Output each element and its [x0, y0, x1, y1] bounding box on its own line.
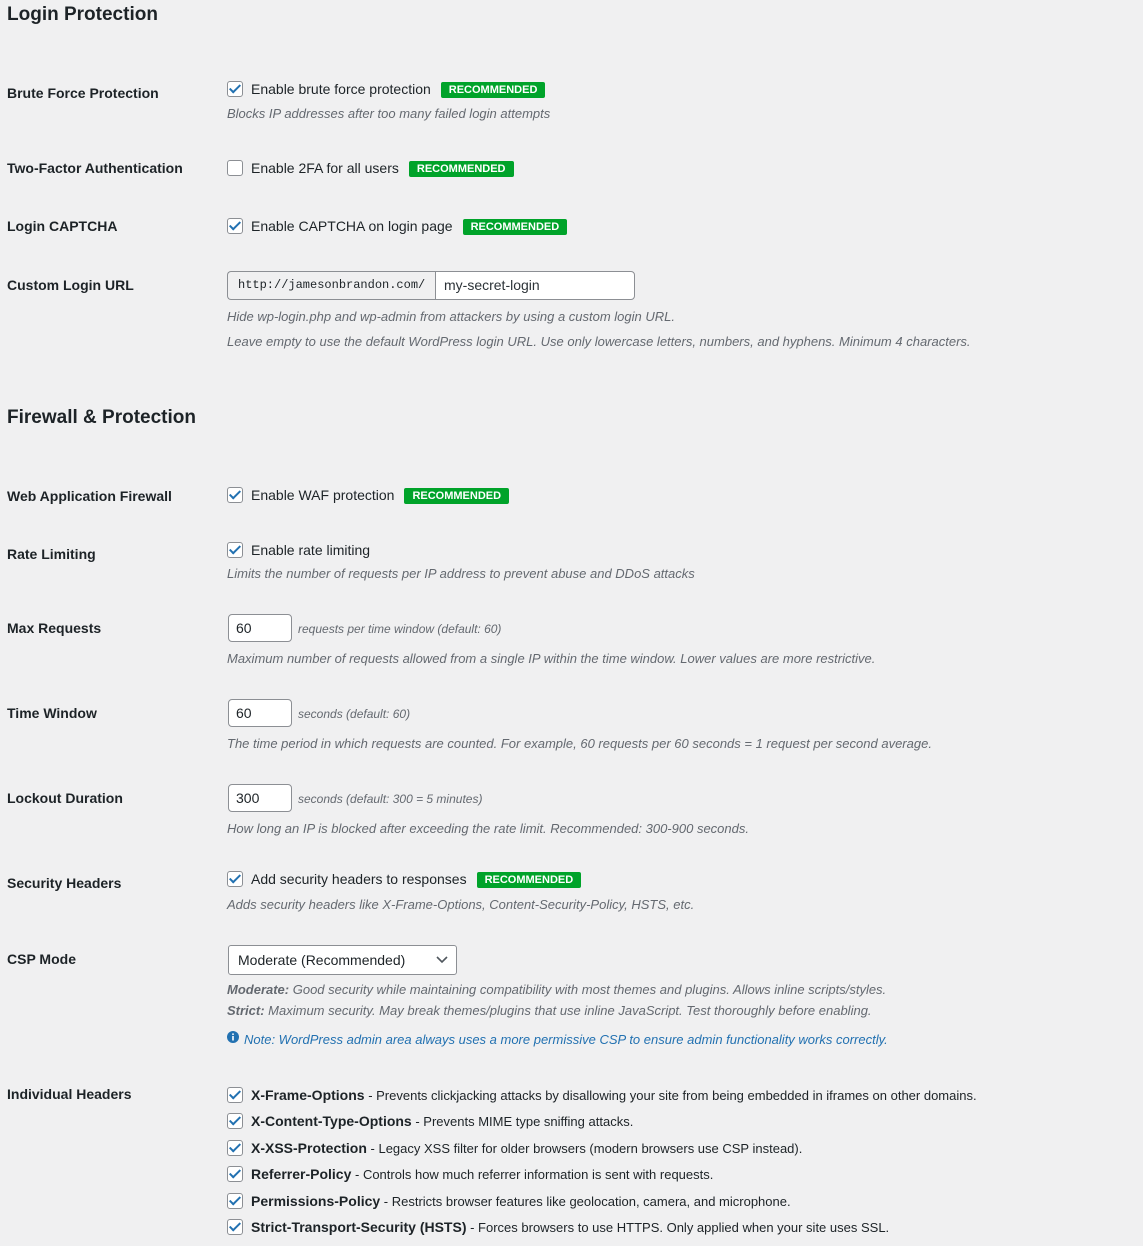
- checkbox-label[interactable]: Enable WAF protection: [251, 487, 395, 503]
- header-desc: - Forces browsers to use HTTPS. Only applied when your site uses SSL.: [466, 1220, 890, 1235]
- header-name: Strict-Transport-Security (HSTS): [251, 1219, 467, 1235]
- individual-headers-label: Individual Headers: [7, 1086, 132, 1102]
- lockout-desc: How long an IP is blocked after exceeding the rate limit. Recommended: 300-900 seconds.: [227, 821, 749, 836]
- max-requests-label: Max Requests: [7, 620, 102, 636]
- csp-mode-select[interactable]: [228, 945, 457, 975]
- brute-force-checkbox[interactable]: [227, 81, 243, 97]
- csp-moderate-desc: [227, 981, 886, 999]
- header-item-referrer-policy: [227, 1165, 713, 1184]
- header-desc: - Restricts browser features like geolocation, camera, and microphone.: [380, 1194, 791, 1209]
- lockout-suffix: seconds (default: 300 = 5 minutes): [298, 792, 483, 806]
- section-title-firewall: Firewall & Protection: [7, 407, 196, 428]
- captcha-label: Login CAPTCHA: [7, 218, 118, 234]
- max-requests-desc: Maximum number of requests allowed from a single IP within the time window. Lower values are more restrictive.: [227, 651, 876, 666]
- header-checkbox[interactable]: [227, 1140, 243, 1156]
- csp-strict-text: Maximum security. May break themes/plugins that use inline JavaScript. Test thoroughly before enabling.: [264, 1003, 872, 1018]
- csp-strict-desc: [227, 1002, 872, 1020]
- lockout-label: Lockout Duration: [7, 790, 123, 806]
- csp-note-text: Note: WordPress admin area always uses a more permissive CSP to ensure admin functionality works correctly.: [244, 1032, 888, 1047]
- time-window-label: Time Window: [7, 705, 97, 721]
- header-name: X-XSS-Protection: [251, 1140, 367, 1156]
- header-name: Referrer-Policy: [251, 1166, 352, 1182]
- recommended-badge: RECOMMENDED: [441, 82, 546, 98]
- header-checkbox[interactable]: [227, 1113, 243, 1129]
- header-checkbox[interactable]: [227, 1087, 243, 1103]
- checkbox-label[interactable]: Add security headers to responses: [251, 871, 467, 887]
- url-prefix: http://jamesonbrandon.com/: [227, 271, 435, 300]
- checkbox-label[interactable]: Enable brute force protection: [251, 81, 431, 97]
- two-factor-checkbox[interactable]: [227, 160, 243, 176]
- header-item-hsts: [227, 1218, 889, 1237]
- brute-force-label: Brute Force Protection: [7, 85, 159, 101]
- lockout-input[interactable]: 300: [228, 784, 292, 812]
- csp-mode-value: Moderate (Recommended): [238, 952, 406, 968]
- rate-limit-checkbox[interactable]: [227, 542, 243, 558]
- custom-url-desc-2: Leave empty to use the default WordPress login URL. Use only lowercase letters, numbers, and hyphens. Minimum 4 characters.: [227, 334, 971, 349]
- security-headers-label: Security Headers: [7, 875, 122, 891]
- recommended-badge: RECOMMENDED: [477, 872, 582, 888]
- custom-url-desc-1: Hide wp-login.php and wp-admin from attackers by using a custom login URL.: [227, 309, 675, 324]
- csp-strict-term: Strict:: [227, 1003, 265, 1018]
- max-requests-suffix: requests per time window (default: 60): [298, 622, 502, 636]
- header-item-x-xss-protection: [227, 1139, 802, 1158]
- header-name: X-Frame-Options: [251, 1087, 365, 1103]
- header-item-x-content-type-options: [227, 1112, 633, 1131]
- captcha-checkbox[interactable]: [227, 218, 243, 234]
- recommended-badge: RECOMMENDED: [404, 488, 509, 504]
- header-checkbox[interactable]: [227, 1193, 243, 1209]
- captcha-field: [227, 217, 567, 235]
- header-item-permissions-policy: [227, 1192, 791, 1211]
- csp-moderate-text: Good security while maintaining compatibility with most themes and plugins. Allows inline scripts/styles.: [289, 982, 887, 997]
- waf-checkbox[interactable]: [227, 487, 243, 503]
- header-checkbox[interactable]: [227, 1166, 243, 1182]
- time-window-desc: The time period in which requests are counted. For example, 60 requests per 60 seconds = 1 request per second average.: [227, 736, 932, 751]
- time-window-suffix: seconds (default: 60): [298, 707, 411, 721]
- checkbox-label[interactable]: Enable 2FA for all users: [251, 160, 399, 176]
- two-factor-field: [227, 159, 514, 177]
- header-desc: - Prevents MIME type sniffing attacks.: [411, 1114, 634, 1129]
- csp-moderate-term: Moderate:: [227, 982, 290, 997]
- header-desc: - Prevents clickjacking attacks by disallowing your site from being embedded in iframes on other domains.: [364, 1088, 977, 1103]
- security-headers-checkbox[interactable]: [227, 871, 243, 887]
- rate-limit-desc: Limits the number of requests per IP address to prevent abuse and DDoS attacks: [227, 566, 695, 581]
- waf-label: Web Application Firewall: [7, 488, 172, 504]
- security-headers-field: [227, 870, 581, 888]
- header-item-x-frame-options: [227, 1086, 977, 1105]
- info-icon: [227, 1031, 239, 1043]
- header-name: Permissions-Policy: [251, 1193, 381, 1209]
- two-factor-label: Two-Factor Authentication: [7, 160, 183, 176]
- brute-force-field: [227, 80, 545, 98]
- section-title-login: Login Protection: [7, 4, 158, 25]
- security-headers-desc: Adds security headers like X-Frame-Options, Content-Security-Policy, HSTS, etc.: [227, 897, 695, 912]
- header-checkbox[interactable]: [227, 1219, 243, 1235]
- header-desc: - Legacy XSS filter for older browsers (modern browsers use CSP instead).: [366, 1141, 803, 1156]
- csp-note: [227, 1031, 888, 1049]
- brute-force-desc: Blocks IP addresses after too many failed login attempts: [227, 106, 551, 121]
- recommended-badge: RECOMMENDED: [463, 219, 568, 235]
- chevron-down-icon: [436, 956, 448, 964]
- header-name: X-Content-Type-Options: [251, 1113, 412, 1129]
- checkbox-label[interactable]: Enable CAPTCHA on login page: [251, 218, 453, 234]
- checkbox-label[interactable]: Enable rate limiting: [251, 542, 371, 558]
- header-desc: - Controls how much referrer information is sent with requests.: [351, 1167, 714, 1182]
- rate-limit-field: [227, 541, 370, 559]
- rate-limit-label: Rate Limiting: [7, 546, 96, 562]
- custom-login-slug-input[interactable]: my-secret-login: [435, 271, 635, 300]
- time-window-input[interactable]: 60: [228, 699, 292, 727]
- custom-url-label: Custom Login URL: [7, 277, 134, 293]
- csp-mode-label: CSP Mode: [7, 951, 76, 967]
- recommended-badge: RECOMMENDED: [409, 161, 514, 177]
- max-requests-input[interactable]: 60: [228, 614, 292, 642]
- waf-field: [227, 486, 509, 504]
